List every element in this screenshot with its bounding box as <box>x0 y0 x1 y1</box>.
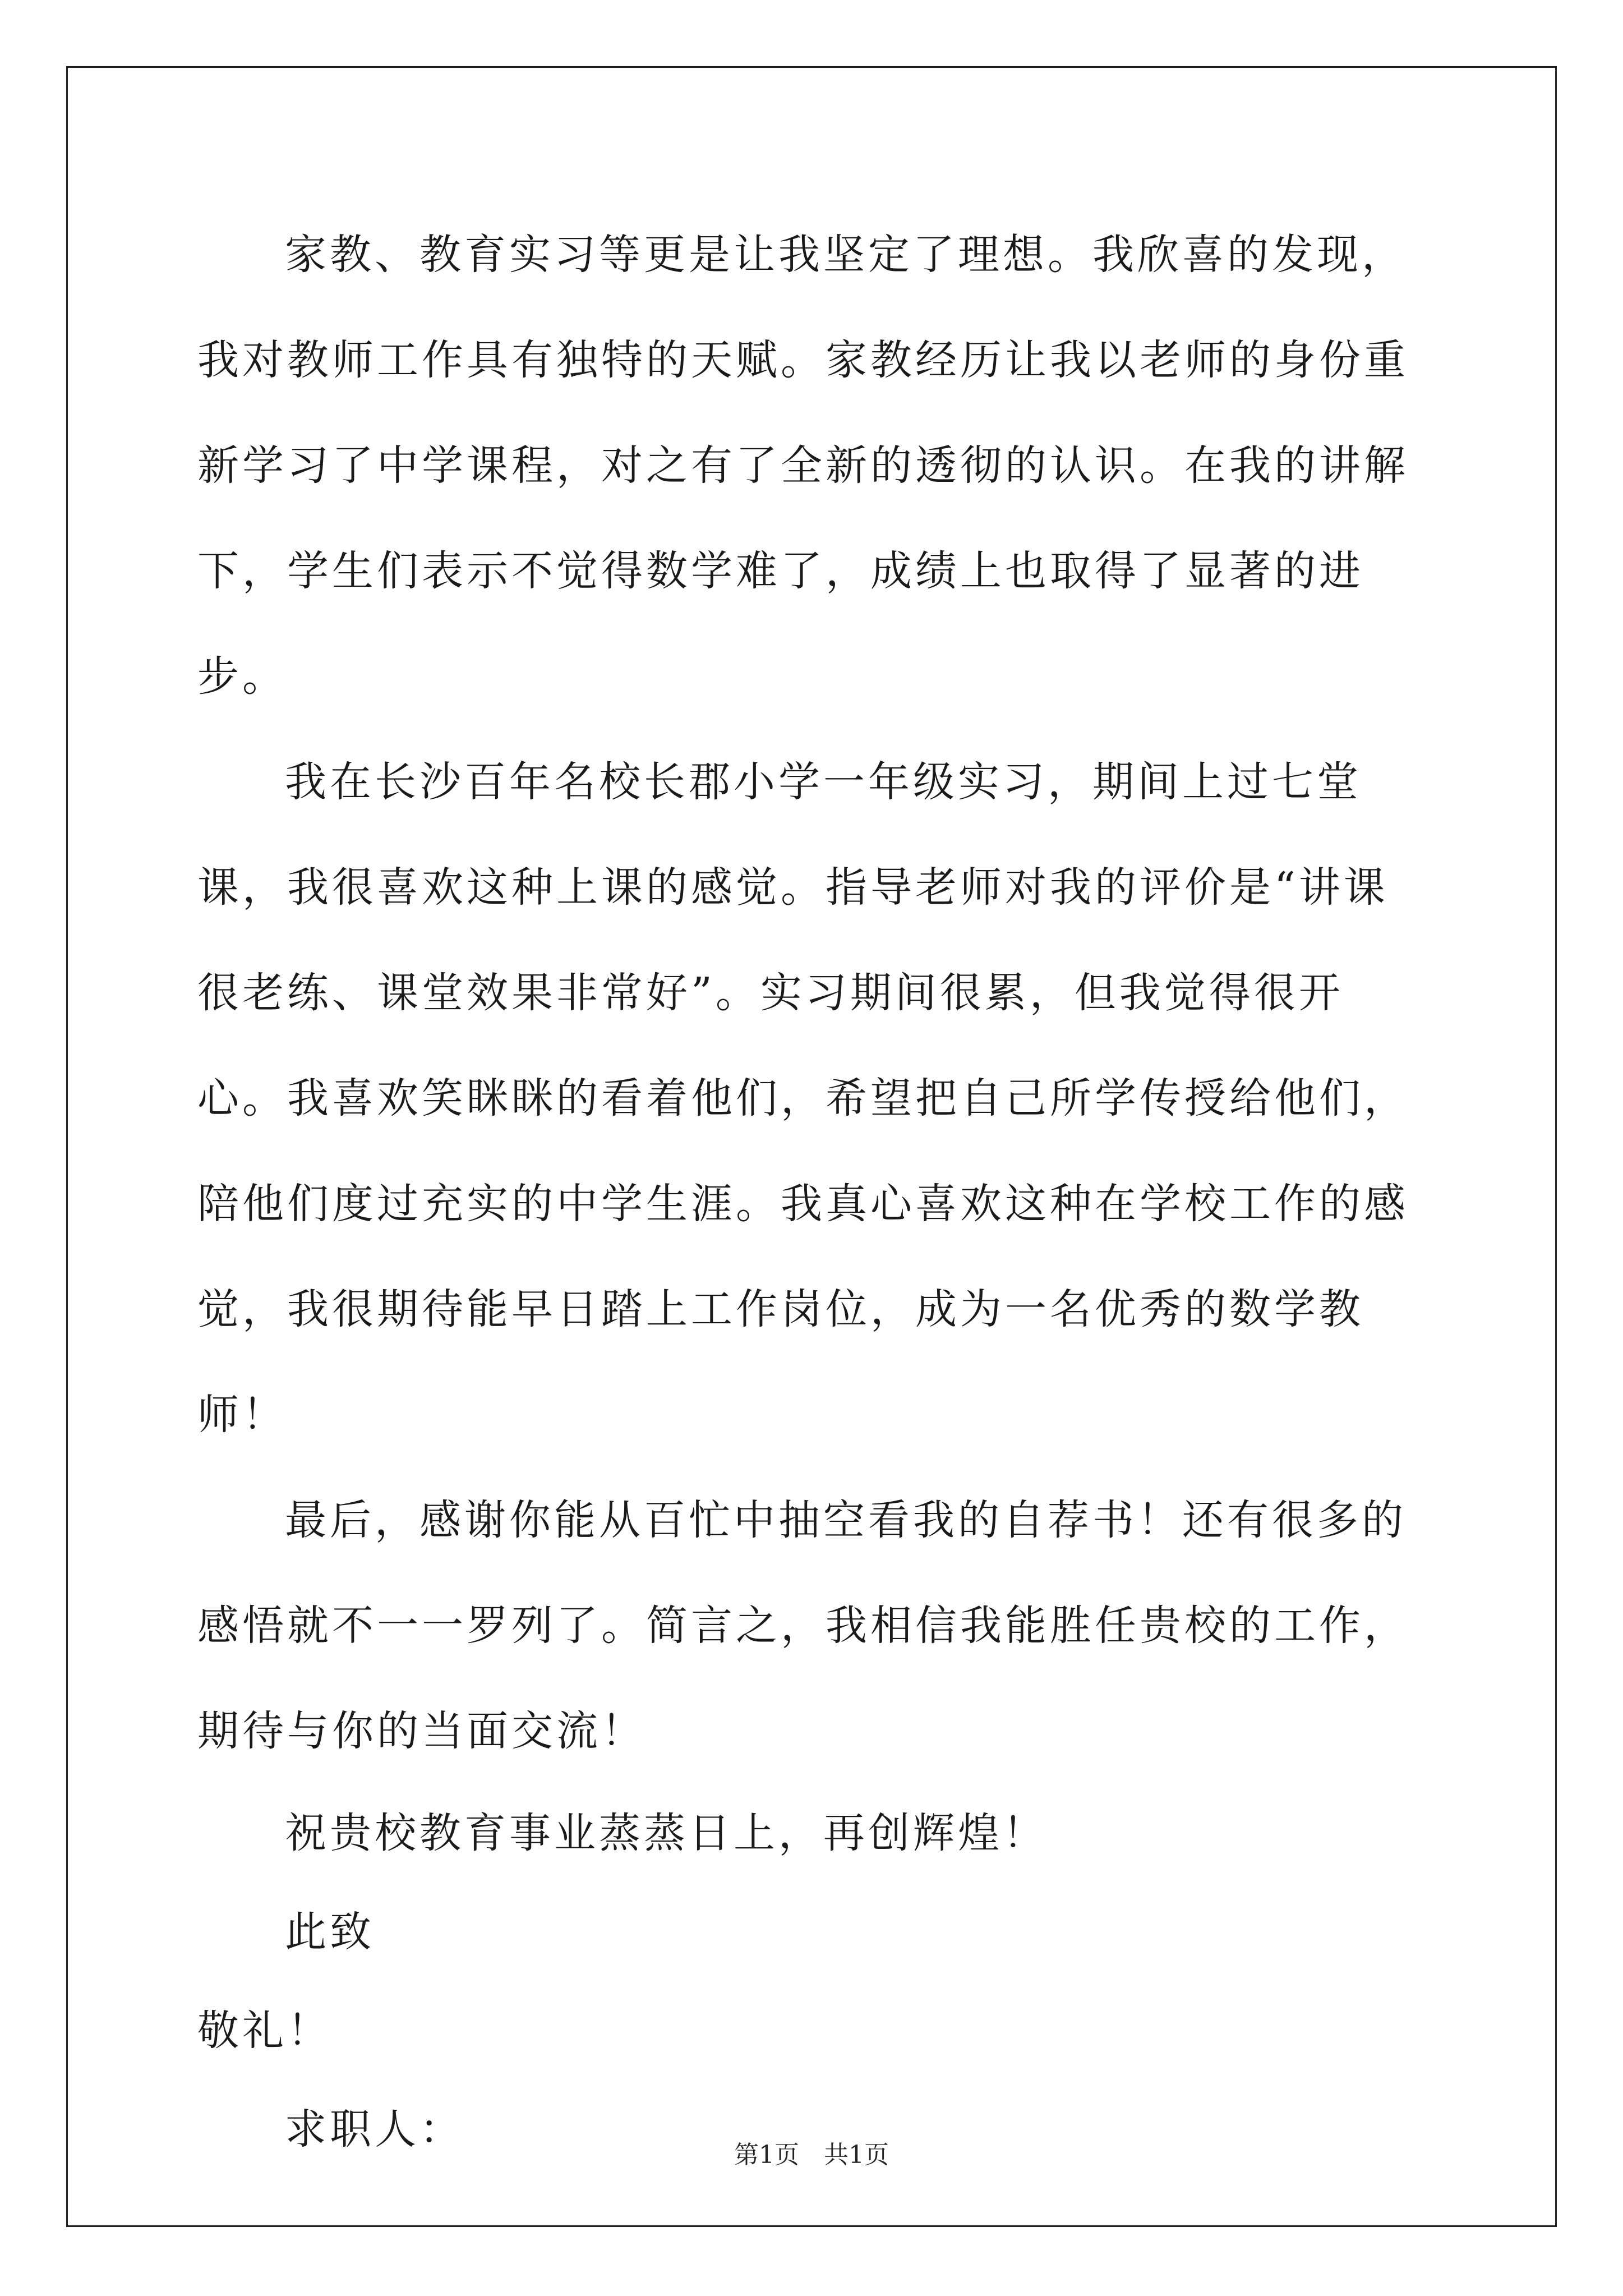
paragraph-3: 最后，感谢你能从百忙中抽空看我的自荐书！还有很多的感悟就不一一罗列了。简言之，我相信我能胜任贵校的工作，期待与你的当面交流！ <box>197 1496 1409 1755</box>
letter-body <box>197 202 1431 2179</box>
page-footer: 第1页 共1页 <box>734 2141 889 2169</box>
closing-line: 此致 <box>285 1908 375 1956</box>
signature-line: 求职人： <box>285 2105 464 2154</box>
salutation-line: 敬礼！ <box>197 2007 332 2055</box>
paragraph-2: 我在长沙百年名校长郡小学一年级实习，期间上过七堂课，我很喜欢这种上课的感觉。指导老师对我的评价是“讲课很老练、课堂效果非常好”。实习期间很累，但我觉得很开心。我喜欢笑眯眯的看着他们，希望把自己所学传授给他们，陪他们度过充实的中学生涯。我真心喜欢这种在学校工作的感觉，我很期待能早日踏上工作岗位，成为一名优秀的数学教师！ <box>197 758 1409 1439</box>
paragraph-1: 家教、教育实习等更是让我坚定了理想。我欣喜的发现，我对教师工作具有独特的天赋。家教经历让我以老师的身份重新学习了中学课程，对之有了全新的透彻的认识。在我的讲解下，学生们表示不觉得数学难了，成绩上也取得了显著的进步。 <box>197 231 1409 701</box>
wishes-line: 祝贵校教育事业蒸蒸日上，再创辉煌！ <box>285 1809 1048 1857</box>
